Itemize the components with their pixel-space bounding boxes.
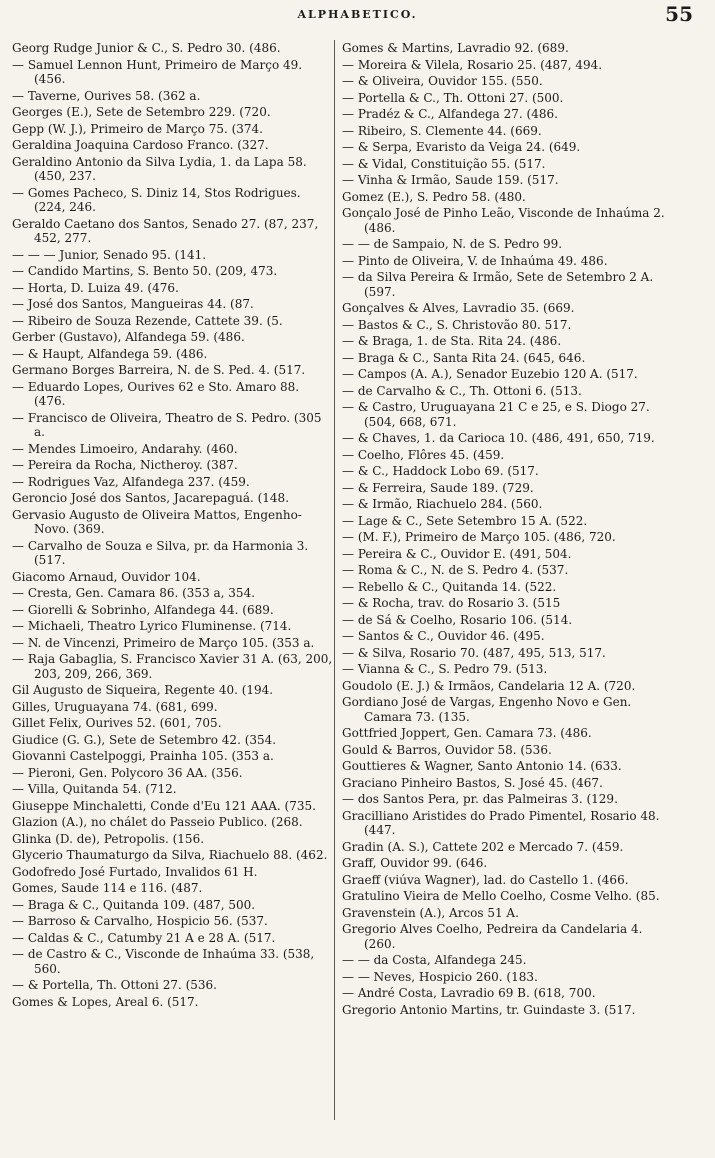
directory-entry: — & Braga, 1. de Sta. Rita 24. (486.: [342, 334, 562, 348]
directory-entry: — Cresta, Gen. Camara 86. (353 a, 354.: [12, 586, 256, 600]
column-divider: [334, 40, 335, 1120]
directory-entry: — Portella & C., Th. Ottoni 27. (500.: [342, 90, 564, 105]
directory-entry: — N. de Vincenzi, Primeiro de Março 105. (353 a.: [12, 635, 315, 650]
directory-entry: Georges (E.), Sete de Setembro 229. (720.: [12, 105, 271, 119]
directory-entry: Gracilliano Aristides do Prado Pimentel, Rosario 48. (447.: [342, 808, 660, 837]
directory-entry: Glazion (A.), no chálet do Passeio Publico. (268.: [12, 815, 303, 829]
directory-entry: Godofredo José Furtado, Invalidos 61 H.: [12, 864, 258, 879]
directory-entry: — Vinha & Irmão, Saude 159. (517.: [342, 173, 559, 187]
directory-entry: Gottfried Joppert, Gen. Camara 73. (486.: [342, 726, 592, 740]
left-column: [12, 41, 334, 1011]
directory-entry: Giuseppe Minchaletti, Conde d'Eu 121 AAA. (735.: [12, 798, 316, 813]
directory-entry: — Pereira & C., Ouvidor E. (491, 504.: [342, 546, 572, 561]
directory-entry: — Rodrigues Vaz, Alfandega 237. (459.: [12, 474, 250, 489]
directory-entry: — — Neves, Hospicio 260. (183.: [342, 969, 538, 984]
directory-entry: Gomes & Martins, Lavradio 92. (689.: [342, 41, 569, 55]
directory-entry: — Moreira & Vilela, Rosario 25. (487, 494.: [342, 57, 603, 72]
directory-entry: — Vianna & C., S. Pedro 79. (513.: [342, 662, 548, 676]
directory-entry: — & Oliveira, Ouvidor 155. (550.: [342, 74, 543, 88]
directory-entry: — André Costa, Lavradio 69 B. (618, 700.: [342, 986, 596, 1000]
directory-entry: — da Silva Pereira & Irmão, Sete de Setembro 2 A. (597.: [342, 270, 654, 299]
directory-entry: — (M. F.), Primeiro de Março 105. (486, 720.: [342, 530, 616, 544]
directory-entry: — & Ferreira, Saude 189. (729.: [342, 480, 534, 495]
directory-entry: Giudice (G. G.), Sete de Setembro 42. (354.: [12, 732, 277, 747]
directory-entry: — — da Costa, Alfandega 245.: [342, 953, 527, 967]
directory-entry: — Samuel Lennon Hunt, Primeiro de Março 49. (456.: [12, 57, 303, 86]
directory-entry: — Giorelli & Sobrinho, Alfandega 44. (689.: [12, 602, 274, 617]
directory-entry: — Taverne, Ourives 58. (362 a.: [12, 88, 201, 103]
directory-entry: — Santos & C., Ouvidor 46. (495.: [342, 629, 545, 643]
directory-entry: Geraldino Antonio da Silva Lydia, 1. da Lapa 58. (450, 237.: [12, 154, 307, 183]
page-number: 55: [665, 2, 693, 26]
running-header: ALPHABETICO.: [297, 8, 418, 21]
directory-entry: — Braga & C., Santa Rita 24. (645, 646.: [342, 350, 586, 365]
directory-entry: — Rebello & C., Quitanda 14. (522.: [342, 579, 557, 594]
directory-entry: Graff, Ouvidor 99. (646.: [342, 856, 488, 870]
directory-entry: — & Silva, Rosario 70. (487, 495, 513, 517.: [342, 645, 606, 660]
directory-entry: Gratulino Vieira de Mello Coelho, Cosme Velho. (85.: [342, 889, 660, 903]
directory-entry: — Bastos & C., S. Christovão 80. 517.: [342, 317, 572, 332]
directory-entry: — Horta, D. Luiza 49. (476.: [12, 280, 179, 295]
directory-entry: Graciano Pinheiro Bastos, S. José 45. (467.: [342, 775, 603, 790]
directory-entry: — & Irmão, Riachuelo 284. (560.: [342, 497, 543, 511]
directory-entry: Gomes & Lopes, Areal 6. (517.: [12, 994, 199, 1009]
directory-entry: Goudolo (E. J.) & Irmãos, Candelaria 12 A. (720.: [342, 678, 636, 693]
directory-entry: Gomes, Saude 114 e 116. (487.: [12, 881, 203, 895]
directory-entry: Gerber (Gustavo), Alfandega 59. (486.: [12, 330, 245, 344]
directory-entry: — de Carvalho & C., Th. Ottoni 6. (513.: [342, 383, 582, 398]
directory-entry: Gregorio Antonio Martins, tr. Guindaste 3. (517.: [342, 1002, 636, 1017]
directory-entry: — Carvalho de Souza e Silva, pr. da Harmonia 3. (517.: [12, 538, 309, 567]
directory-entry: — Pieroni, Gen. Polycoro 36 AA. (356.: [12, 765, 243, 780]
directory-entry: — Ribeiro de Souza Rezende, Cattete 39. (5.: [12, 313, 283, 328]
directory-entry: Gonçalo José de Pinho Leão, Visconde de Inhaúma 2. (486.: [342, 206, 665, 235]
directory-entry: — Villa, Quitanda 54. (712.: [12, 782, 177, 796]
directory-entry: — & Serpa, Evaristo da Veiga 24. (649.: [342, 140, 581, 154]
directory-entry: Glinka (D. de), Petropolis. (156.: [12, 831, 205, 846]
directory-entry: — Pradéz & C., Alfandega 27. (486.: [342, 107, 558, 121]
directory-entry: — & Castro, Uruguayana 21 C e 25, e S. Diogo 27. (504, 668, 671.: [342, 400, 650, 429]
directory-entry: — Mendes Limoeiro, Andarahy. (460.: [12, 441, 238, 456]
directory-entry: — Pinto de Oliveira, V. de Inhaúma 49. 486.: [342, 253, 608, 268]
directory-entry: — — — Junior, Senado 95. (141.: [12, 247, 207, 262]
directory-entry: Georg Rudge Junior & C., S. Pedro 30. (486.: [12, 41, 281, 55]
directory-entry: Gervasio Augusto de Oliveira Mattos, Engenho-Novo. (369.: [12, 507, 302, 536]
directory-entry: Geroncio José dos Santos, Jacarepaguá. (148.: [12, 491, 290, 505]
directory-entry: Gonçalves & Alves, Lavradio 35. (669.: [342, 301, 575, 315]
directory-entry: Gradin (A. S.), Cattete 202 e Mercado 7. (459.: [342, 839, 624, 854]
directory-entry: Gillet Felix, Ourives 52. (601, 705.: [12, 716, 222, 730]
directory-entry: — & Rocha, trav. do Rosario 3. (515: [342, 596, 561, 610]
directory-entry: — de Castro & C., Visconde de Inhaúma 33. (538, 560.: [12, 947, 315, 976]
directory-entry: Gomez (E.), S. Pedro 58. (480.: [342, 189, 526, 204]
directory-entry: — & C., Haddock Lobo 69. (517.: [342, 464, 539, 478]
directory-entry: — & Chaves, 1. da Carioca 10. (486, 491, 650, 719.: [342, 431, 655, 445]
directory-entry: — dos Santos Pera, pr. das Palmeiras 3. (129.: [342, 792, 618, 806]
directory-entry: — Pereira da Rocha, Nictheroy. (387.: [12, 458, 238, 472]
right-column: [342, 41, 667, 1019]
directory-entry: — Candido Martins, S. Bento 50. (209, 473.: [12, 264, 278, 278]
directory-entry: — Ribeiro, S. Clemente 44. (669.: [342, 123, 542, 138]
directory-entry: Gepp (W. J.), Primeiro de Março 75. (374.: [12, 121, 263, 136]
directory-entry: — Michaeli, Theatro Lyrico Fluminense. (714.: [12, 619, 292, 633]
directory-entry: Glycerio Thaumaturgo da Silva, Riachuelo 88. (462.: [12, 848, 328, 862]
directory-entry: — Coelho, Flôres 45. (459.: [342, 447, 505, 462]
directory-entry: Gilles, Uruguayana 74. (681, 699.: [12, 699, 218, 714]
directory-entry: Giacomo Arnaud, Ouvidor 104.: [12, 569, 201, 584]
directory-entry: Gould & Barros, Ouvidor 58. (536.: [342, 742, 552, 757]
directory-entry: Germano Borges Barreira, N. de S. Ped. 4. (517.: [12, 363, 306, 377]
directory-entry: Graeff (viúva Wagner), lad. do Castello 1. (466.: [342, 872, 629, 887]
directory-entry: — Braga & C., Quitanda 109. (487, 500.: [12, 897, 256, 912]
directory-entry: — Barroso & Carvalho, Hospicio 56. (537.: [12, 914, 268, 928]
directory-entry: — & Vidal, Constituição 55. (517.: [342, 156, 546, 171]
directory-entry: Gordiano José de Vargas, Engenho Novo e Gen. Camara 73. (135.: [342, 695, 632, 724]
directory-entry: — & Portella, Th. Ottoni 27. (536.: [12, 978, 217, 992]
directory-entry: — Campos (A. A.), Senador Euzebio 120 A. (517.: [342, 367, 638, 381]
directory-entry: — de Sá & Coelho, Rosario 106. (514.: [342, 612, 573, 627]
directory-entry: Gouttieres & Wagner, Santo Antonio 14. (633.: [342, 759, 622, 773]
directory-entry: — Lage & C., Sete Setembro 15 A. (522.: [342, 513, 588, 528]
directory-entry: — Roma & C., N. de S. Pedro 4. (537.: [342, 563, 569, 577]
directory-entry: Geraldina Joaquina Cardoso Franco. (327.: [12, 138, 269, 152]
directory-entry: — José dos Santos, Mangueiras 44. (87.: [12, 297, 254, 311]
directory-entry: Giovanni Castelpoggi, Prainha 105. (353 a.: [12, 749, 274, 763]
directory-entry: Gregorio Alves Coelho, Pedreira da Candelaria 4. (260.: [342, 922, 643, 951]
directory-entry: — Eduardo Lopes, Ourives 62 e Sto. Amaro 88. (476.: [12, 379, 300, 408]
directory-entry: Gravenstein (A.), Arcos 51 A.: [342, 905, 519, 920]
directory-entry: — — de Sampaio, N. de S. Pedro 99.: [342, 237, 563, 251]
directory-entry: — Raja Gabaglia, S. Francisco Xavier 31 A. (63, 200, 203, 209, 266, 369.: [12, 652, 333, 681]
directory-entry: — Gomes Pacheco, S. Diniz 14, Stos Rodrigues. (224, 246.: [12, 185, 301, 214]
directory-entry: Geraldo Caetano dos Santos, Senado 27. (87, 237, 452, 277.: [12, 216, 319, 245]
directory-entry: — Francisco de Oliveira, Theatro de S. Pedro. (305 a.: [12, 410, 322, 439]
directory-entry: — Caldas & C., Catumby 21 A e 28 A. (517.: [12, 930, 276, 945]
directory-entry: — & Haupt, Alfandega 59. (486.: [12, 346, 208, 361]
directory-entry: Gil Augusto de Siqueira, Regente 40. (194.: [12, 683, 274, 697]
